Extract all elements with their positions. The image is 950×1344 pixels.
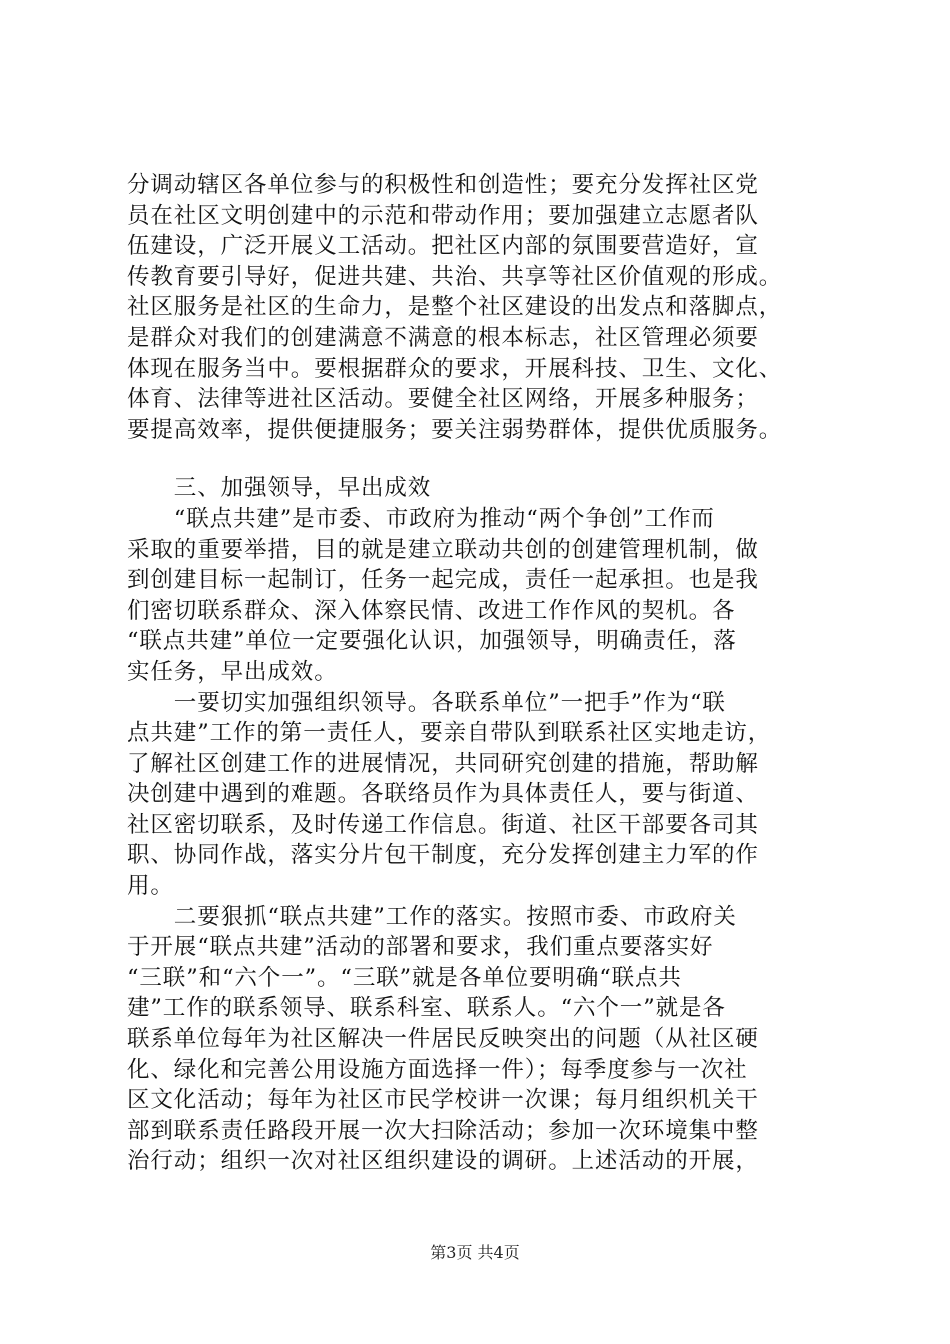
paragraph-block-community-service <box>127 170 847 445</box>
text-line: 传教育要引导好，促进共建、共治、共享等社区价值观的形成。 <box>127 263 783 290</box>
text-line: 员在社区文明创建中的示范和带动作用；要加强建立志愿者队 <box>127 202 759 229</box>
paragraph-gap <box>127 445 847 473</box>
text-line: 二要狠抓“联点共建”工作的落实。按照市委、市政府关 <box>127 903 737 930</box>
text-line: 区文化活动；每年为社区市民学校讲一次课；每月组织机关干 <box>127 1087 759 1114</box>
text-line: 于开展“联点共建”活动的部署和要求，我们重点要落实好 <box>127 934 714 961</box>
text-line: 了解社区创建工作的进展情况，共同研究创建的措施，帮助解 <box>127 750 759 777</box>
text-line: 点共建”工作的第一责任人，要亲自带队到联系社区实地走访， <box>127 720 772 747</box>
text-line: 职、协同作战，落实分片包干制度，充分发挥创建主力军的作 <box>127 842 759 869</box>
text-line: “联点共建”单位一定要强化认识，加强领导，明确责任，落 <box>127 628 737 655</box>
text-line: 化、绿化和完善公用设施方面选择一件）；每季度参与一次社 <box>127 1056 748 1083</box>
text-line: 分调动辖区各单位参与的积极性和创造性；要充分发挥社区党 <box>127 172 759 198</box>
text-line: “三联”和“六个一”。“三联”就是各单位要明确“联点共 <box>127 964 682 991</box>
text-line: 社区密切联系，及时传递工作信息。街道、社区干部要各司其 <box>127 811 759 838</box>
text-line: 体现在服务当中。要根据群众的要求，开展科技、卫生、文化、 <box>127 355 783 382</box>
text-line: 实任务，早出成效。 <box>127 658 338 685</box>
text-line: 到创建目标一起制订，任务一起完成，责任一起承担。也是我 <box>127 567 759 594</box>
text-line: 部到联系责任路段开展一次大扫除活动；参加一次环境集中整 <box>127 1117 759 1144</box>
text-line: 决创建中遇到的难题。各联络员作为具体责任人，要与街道、 <box>127 781 759 808</box>
text-line: 用。 <box>127 873 174 900</box>
text-line: 体育、法律等进社区活动。要健全社区网络，开展多种服务； <box>127 386 759 413</box>
text-line: 联系单位每年为社区解决一件居民反映突出的问题（从社区硬 <box>127 1026 759 1053</box>
text-line: 社区服务是社区的生命力，是整个社区建设的出发点和落脚点， <box>127 294 783 321</box>
text-line: 伍建设，广泛开展义工活动。把社区内部的氛围要营造好，宣 <box>127 233 759 260</box>
text-line: 治行动；组织一次对社区组织建设的调研。上述活动的开展， <box>127 1148 759 1175</box>
text-line: 要提高效率，提供便捷服务；要关注弱势群体，提供优质服务。 <box>127 416 783 443</box>
text-line: 三、加强领导，早出成效 <box>127 475 432 502</box>
text-line: 采取的重要举措，目的就是建立联动共创的创建管理机制，做 <box>127 536 759 563</box>
text-line: 建”工作的联系领导、联系科室、联系人。“六个一”就是各 <box>127 995 726 1022</box>
page-footer: 第3页 共4页 <box>430 1243 520 1262</box>
text-line: “联点共建”是市委、市政府为推动“两个争创”工作而 <box>127 505 715 532</box>
paragraph-block-leadership <box>127 473 847 1177</box>
document-body <box>127 170 847 1177</box>
text-line: 一要切实加强组织领导。各联系单位”一把手”作为“联 <box>127 689 726 716</box>
text-line: 是群众对我们的创建满意不满意的根本标志，社区管理必须要 <box>127 324 759 351</box>
text-line: 们密切联系群众、深入体察民情、改进工作作风的契机。各 <box>127 597 736 624</box>
